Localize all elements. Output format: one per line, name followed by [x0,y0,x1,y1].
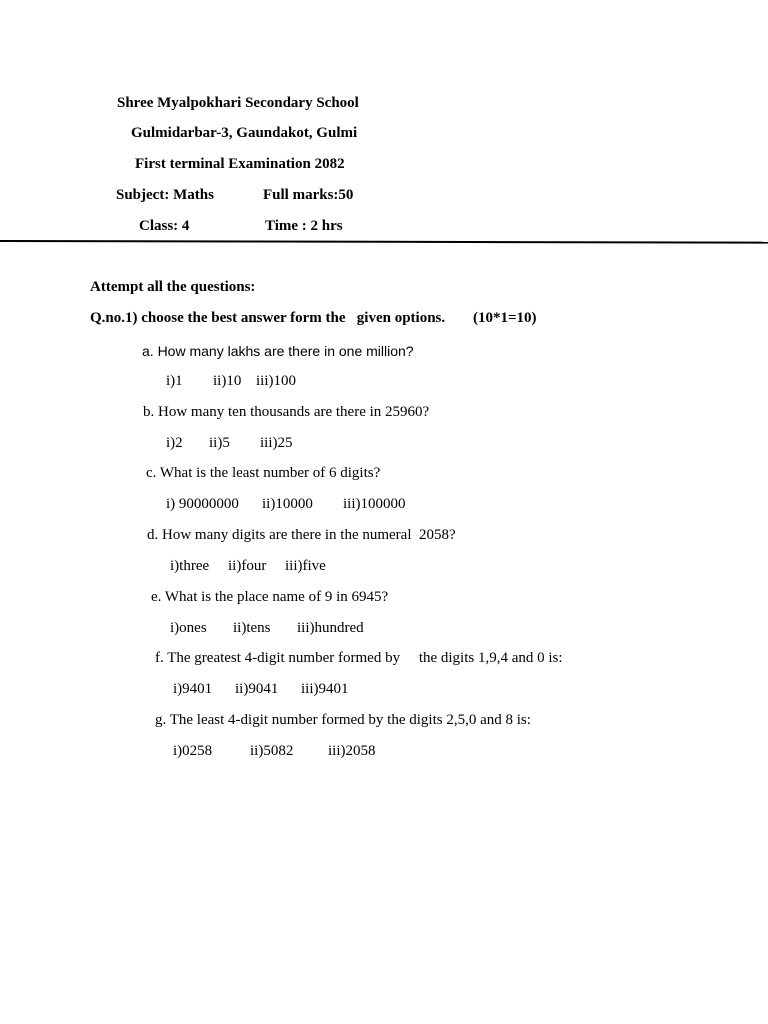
question-item: b. How many ten thousands are there in 25960? [143,404,430,420]
answer-option: ii)10 [213,373,242,389]
answer-option: iii)25 [260,435,293,451]
answer-option: iii)five [285,558,326,574]
answer-option: i)2 [166,435,183,451]
question-item: g. The least 4-digit number formed by the digits 2,5,0 and 8 is: [155,712,531,728]
question-item: a. How many lakhs are there in one million? [142,343,414,359]
answer-option: iii)100 [256,373,296,389]
question-item: c. What is the least number of 6 digits? [146,465,381,481]
answer-option: ii)tens [233,620,271,636]
answer-option: ii)5082 [250,743,294,759]
answer-option: iii)hundred [297,620,364,636]
answer-option: iii)9401 [301,681,349,697]
school-address: Gulmidarbar-3, Gaundakot, Gulmi [131,125,358,141]
school-name: Shree Myalpokhari Secondary School [117,95,359,111]
exam-title: First terminal Examination 2082 [135,156,345,172]
question-item: d. How many digits are there in the numeral 2058? [147,527,456,543]
answer-option: i)1 [166,373,183,389]
full-marks-label: Full marks:50 [263,187,354,203]
answer-option: i)9401 [173,681,213,697]
answer-option: ii)5 [209,435,230,451]
question-1-title: Q.no.1) choose the best answer form the given options. [90,310,446,326]
answer-option: ii)10000 [262,496,313,512]
class-label: Class: 4 [139,218,190,234]
time-label: Time : 2 hrs [265,218,343,234]
answer-option: i)0258 [173,743,213,759]
answer-option: iii)100000 [343,496,406,512]
answer-option: ii)9041 [235,681,279,697]
answer-option: iii)2058 [328,743,376,759]
question-item: e. What is the place name of 9 in 6945? [151,589,389,605]
question-item: f. The greatest 4-digit number formed by the digits 1,9,4 and 0 is: [155,650,563,666]
answer-option: ii)four [228,558,267,574]
question-1-marks: (10*1=10) [473,310,537,326]
subject-label: Subject: Maths [116,187,214,203]
answer-option: i)ones [170,620,207,636]
header-divider [0,240,768,244]
answer-option: i)three [170,558,210,574]
answer-option: i) 90000000 [166,496,239,512]
instructions: Attempt all the questions: [90,279,256,295]
